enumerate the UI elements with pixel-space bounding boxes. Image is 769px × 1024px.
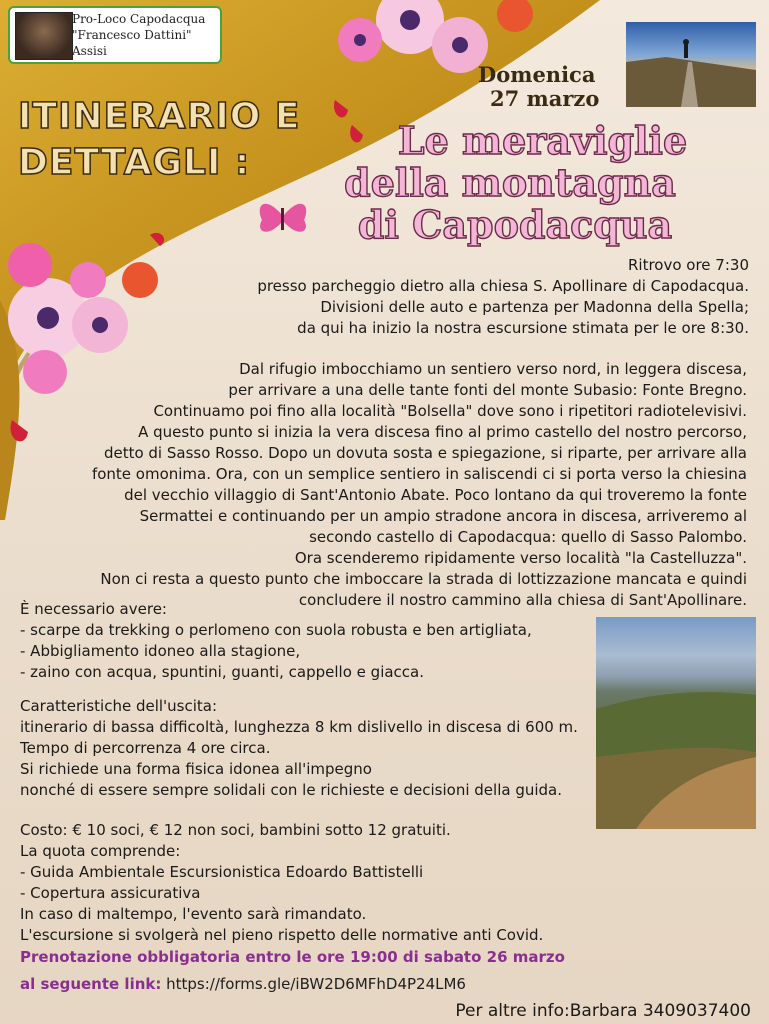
weather-note: In caso di maltempo, l'evento sarà rimandato. <box>20 905 367 923</box>
title-line-2: della montagna <box>344 160 676 205</box>
meeting-line-1: Ritrovo ore 7:30 <box>627 256 749 274</box>
features-line-4: nonché di essere sempre solidali con le richieste e decisioni della guida. <box>20 781 562 799</box>
requirements-item-2: - Abbigliamento idoneo alla stagione, <box>20 642 301 660</box>
pro-loco-logo <box>8 6 222 64</box>
route-line-6: fonte omonima. Ora, con un semplice sentiero in saliscendi ci si porta verso la chiesina <box>91 465 747 483</box>
requirements-item-1: - scarpe da trekking o perlomeno con suola robusta e ben artigliata, <box>20 621 532 639</box>
booking-line: Prenotazione obbligatoria entro le ore 19:00 di sabato 26 marzo <box>20 948 565 966</box>
event-date: 27 marzo <box>490 86 600 111</box>
features-line-3: Si richiede una forma fisica idonea all'impegno <box>20 760 372 778</box>
route-line-11: Non ci resta a questo punto che imboccare la strada di lottizzazione mancata e quindi <box>100 570 747 588</box>
meeting-line-3: Divisioni delle auto e partenza per Madonna della Spella; <box>320 298 749 316</box>
title-line-3: di Capodacqua <box>357 202 673 247</box>
route-line-3: Continuamo poi fino alla località "Bolsella" dove sono i ripetitori radiotelevisivi. <box>153 402 747 420</box>
flower-cluster-left <box>8 233 164 442</box>
event-day: Domenica <box>478 62 596 87</box>
title-line-1: Le meraviglie <box>397 118 688 163</box>
itinerary-heading-line-2: DETTAGLI : <box>18 142 251 183</box>
covid-note: L'escursione si svolgerà nel pieno rispetto delle normative anti Covid. <box>20 926 544 944</box>
logo-line-3: Assisi <box>72 44 107 58</box>
booking-link-label: al seguente link: <box>20 975 162 993</box>
booking-link[interactable]: https://forms.gle/iBW2D6MFhD4P24LM6 <box>166 975 466 993</box>
route-line-1: Dal rifugio imbocchiamo un sentiero verso nord, in leggera discesa, <box>239 360 747 378</box>
booking-link-row <box>20 975 466 993</box>
route-line-8: Sermattei e continuando per un ampio stradone ancora in discesa, arriveremo al <box>139 507 747 525</box>
quota-title: La quota comprende: <box>20 842 181 860</box>
requirements-item-3: - zaino con acqua, spuntini, guanti, cappello e giacca. <box>20 663 425 681</box>
features-line-2: Tempo di percorrenza 4 ore circa. <box>20 739 271 757</box>
cost-line: Costo: € 10 soci, € 12 non soci, bambini sotto 12 gratuiti. <box>20 821 451 839</box>
features-line-1: itinerario di bassa difficoltà, lunghezza 8 km dislivello in discesa di 600 m. <box>20 718 578 736</box>
route-line-10: Ora scenderemo ripidamente verso località "la Castelluzza". <box>294 549 747 567</box>
features-title: Caratteristiche dell'uscita: <box>20 697 218 715</box>
logo-line-1: Pro-Loco Capodacqua <box>72 12 206 26</box>
mountain-landscape-photo <box>596 617 756 829</box>
itinerary-heading-line-1: ITINERARIO E <box>18 96 301 137</box>
route-line-4: A questo punto si inizia la vera discesa fino al primo castello del nostro percorso, <box>138 423 747 441</box>
hiker-photo <box>626 22 756 107</box>
contact-info: Per altre info:Barbara 3409037400 <box>455 1001 751 1021</box>
quota-guide: - Guida Ambientale Escursionistica Edoardo Battistelli <box>20 863 424 881</box>
route-line-5: detto di Sasso Rosso. Dopo un dovuta sosta e spiegazione, si riparte, per arrivare alla <box>103 444 747 462</box>
logo-photo <box>15 12 73 60</box>
meeting-line-4: da qui ha inizio la nostra escursione stimata per le ore 8:30. <box>297 319 749 337</box>
logo-line-2: "Francesco Dattini" <box>72 28 192 42</box>
requirements-title: È necessario avere: <box>20 600 167 618</box>
route-line-9: secondo castello di Capodacqua: quello di Sasso Palombo. <box>309 528 747 546</box>
route-line-2: per arrivare a una delle tante fonti del monte Subasio: Fonte Bregno. <box>228 381 747 399</box>
quota-insurance: - Copertura assicurativa <box>20 884 201 902</box>
route-line-7: del vecchio villaggio di Sant'Antonio Abate. Poco lontano da qui troveremo la fonte <box>124 486 747 504</box>
route-line-12: concludere il nostro cammino alla chiesa di Sant'Apollinare. <box>298 591 747 609</box>
meeting-line-2: presso parcheggio dietro alla chiesa S. Apollinare di Capodacqua. <box>257 277 749 295</box>
butterfly-icon <box>260 204 307 232</box>
